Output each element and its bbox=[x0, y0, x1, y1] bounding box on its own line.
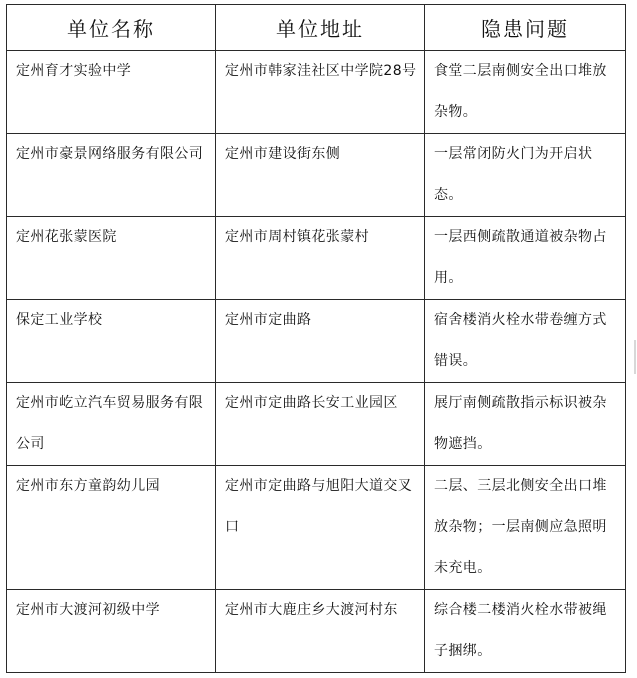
table-row bbox=[7, 217, 626, 300]
cell-unit-address: 定州市定曲路 bbox=[216, 300, 425, 383]
cell-unit-name: 定州市大渡河初级中学 bbox=[7, 590, 216, 673]
cell-unit-address: 定州市大鹿庄乡大渡河村东 bbox=[216, 590, 425, 673]
cell-hazard-issue: 一层常闭防火门为开启状态。 bbox=[425, 134, 626, 217]
cell-unit-address: 定州市周村镇花张蒙村 bbox=[216, 217, 425, 300]
table-row bbox=[7, 383, 626, 466]
header-unit-name: 单位名称 bbox=[7, 5, 216, 51]
table-row bbox=[7, 466, 626, 590]
cell-unit-name: 定州市豪景网络服务有限公司 bbox=[7, 134, 216, 217]
cell-unit-address: 定州市定曲路长安工业园区 bbox=[216, 383, 425, 466]
table-header-row bbox=[7, 5, 626, 51]
cell-unit-address: 定州市建设街东侧 bbox=[216, 134, 425, 217]
cell-unit-name: 保定工业学校 bbox=[7, 300, 216, 383]
cell-unit-name: 定州花张蒙医院 bbox=[7, 217, 216, 300]
cell-unit-address: 定州市定曲路与旭阳大道交叉口 bbox=[216, 466, 425, 590]
cell-unit-address: 定州市韩家洼社区中学院28号 bbox=[216, 51, 425, 134]
table-row bbox=[7, 134, 626, 217]
table-row bbox=[7, 300, 626, 383]
cell-hazard-issue: 综合楼二楼消火栓水带被绳子捆绑。 bbox=[425, 590, 626, 673]
header-unit-address: 单位地址 bbox=[216, 5, 425, 51]
cell-hazard-issue: 食堂二层南侧安全出口堆放杂物。 bbox=[425, 51, 626, 134]
cell-hazard-issue: 二层、三层北侧安全出口堆放杂物；一层南侧应急照明未充电。 bbox=[425, 466, 626, 590]
cell-unit-name: 定州育才实验中学 bbox=[7, 51, 216, 134]
hazard-table bbox=[6, 4, 626, 673]
cell-hazard-issue: 宿舍楼消火栓水带卷缠方式错误。 bbox=[425, 300, 626, 383]
table-row bbox=[7, 51, 626, 134]
header-hazard-issue: 隐患问题 bbox=[425, 5, 626, 51]
cell-hazard-issue: 一层西侧疏散通道被杂物占用。 bbox=[425, 217, 626, 300]
cell-hazard-issue: 展厅南侧疏散指示标识被杂物遮挡。 bbox=[425, 383, 626, 466]
cell-unit-name: 定州市屹立汽车贸易服务有限公司 bbox=[7, 383, 216, 466]
table-row bbox=[7, 590, 626, 673]
scrollbar-marker[interactable] bbox=[634, 340, 636, 374]
cell-unit-name: 定州市东方童韵幼儿园 bbox=[7, 466, 216, 590]
